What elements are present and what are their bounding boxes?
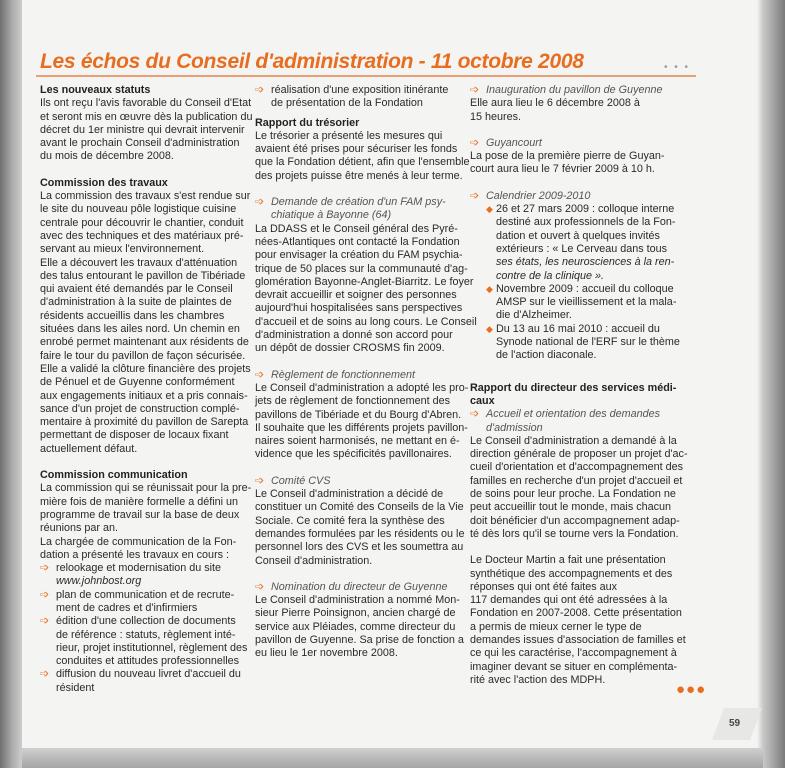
heading-commission-communication: Commission communication [40,469,188,482]
heading-nouveaux-statuts: Les nouveaux statuts [40,84,151,96]
text-line: Inauguration du pavillon de Guyenne [486,84,663,96]
diamond-bullet-icon: ◆ [486,283,493,294]
text-line: service aux Pléiades, comme directeur du [255,620,456,633]
arrow-icon: ➩ [40,668,50,681]
arrow-icon: ➩ [470,136,480,149]
text-line: La pose de la première pierre de Guyan- [470,150,665,163]
text-line: Synode national de l'ERF sur le thème [496,336,680,349]
text-line: d'administration à la suite de plaintes de [40,296,232,309]
footer-dots: ●●● [676,681,707,698]
text-line: des projets puisse être menés à leur terme. [255,169,463,182]
page-number: 59 [729,718,741,729]
subheading-calendrier [470,190,666,203]
text-line: AMSP sur le vieillissement et la mala- [496,296,677,309]
text-line: pavillon de Guyenne. Sa prise de fonction a [255,633,464,646]
text-line: synthétique des accompagnements et des [470,567,673,580]
text-line: servant au mieux l'environnement. [40,243,205,256]
text-line: ce qui les caractérise, l'accompagnement à [470,647,677,660]
text-line: Le Conseil d'administration a nommé Mon- [255,594,460,607]
text-line: extérieurs : « Le Cerveau dans tous [496,242,668,255]
text-line: édition d'une collection de documents [56,615,236,628]
text-line: trique de 50 places sur la communauté d'ag- [255,262,468,275]
text-line: ment de cadres et d'infirmiers [56,601,198,614]
text-line: Le Conseil d'administration a adopté les pro- [255,381,469,394]
text-line: un dépôt de dossier CROSMS fin 2009. [255,342,445,355]
text-line: vidence que les spécificités pavillonaires. [255,448,452,461]
list-item [40,668,240,695]
subheading-accueil [470,408,666,435]
text-line: familles en recherche d'un projet d'accueil et [470,474,683,487]
text-line: rieur, projet institutionnel, règlement des [56,641,248,654]
text-line: résident [56,681,95,694]
list-item [255,84,453,111]
text-line: La commission des travaux s'est rendue sur [40,190,251,203]
text-line: relookage et modernisation du site [56,562,222,575]
page-title: Les échos du Conseil d'administration - 11 octobre 2008 [40,50,584,73]
paragraph-docteur-martin [470,554,686,687]
text-line: caux [470,394,495,407]
text-line: doit bénéficier d'un accompagnement adap- [470,514,680,527]
paragraph-guyancourt [470,150,666,177]
text-line: qui avaient été demandés par le Conseil [40,283,233,296]
text-line: centrale pour découvrir le chantier, conduit [40,216,244,229]
text-line: court aura lieu le 7 février 2009 à 10 h. [470,163,655,176]
text-line: réponses qui ont été faites aux [470,580,618,593]
list-item [470,282,677,323]
arrow-icon: ➩ [40,588,50,601]
text-line: glomération Bayonne-Anglet-Biarritz. Le foyer [255,275,474,288]
column-3 [470,84,688,687]
arrow-icon: ➩ [255,474,265,487]
heading-commission-travaux: Commission des travaux [40,176,168,189]
text-line: d'accueil et de soins au long cours. Le Conseil [255,315,477,328]
subheading-comite-cvs [255,475,453,488]
subheading-reglement [255,369,453,382]
text-line: demandes issues d'association de familles et [470,633,686,646]
text-line: demandes formulées par les résidents ou le [255,527,465,540]
arrow-icon: ➩ [255,84,265,96]
list-item [40,615,248,668]
subheading-inauguration [470,84,666,97]
text-line: Elle aura lieu le 6 décembre 2008 à [470,97,640,110]
text-line: avec des techniques et des matériaux pré- [40,229,244,242]
text-line: constituer un Comité des Conseils de la Vie [255,501,464,514]
text-line: devrait accueillir et soigner des personnes [255,289,457,302]
text-line: Rapport du directeur des services médi- [470,381,677,394]
arrow-icon: ➩ [470,84,480,96]
column-2 [255,84,477,661]
text-line: d'administration a donné son accord pour [255,329,453,342]
text-line: Ils ont reçu l'avis favorable du Conseil d'Etat [40,97,252,110]
text-line: Comité CVS [271,474,331,487]
text-line: permettant de disposer de locaux fixant [40,429,229,442]
text-line: La DDASS et le Conseil général des Pyré- [255,222,458,235]
text-line: Règlement de fonctionnement [271,368,416,381]
paragraph-travaux [40,190,251,456]
text-line: peut accueillir tout le monde, mais chacun [470,501,672,514]
title-underline [36,75,696,77]
text-line: que la Fondation détient, afin que l'ensemble [255,156,470,169]
arrow-icon: ➩ [255,196,265,209]
text-line: a permis de mieux cerner le type de [470,620,642,633]
arrow-icon: ➩ [40,615,50,628]
text-line: Le Conseil d'administration a décidé de [255,488,444,501]
arrow-icon: ➩ [255,580,265,593]
page-bottom-edge [22,748,763,768]
text-line: Il souhaite que les différents projets pavillon- [255,421,468,434]
arrow-icon: ➩ [470,189,480,202]
text-line: té dès lors qu'il se tourne vers la Fondation. [470,527,679,540]
text-line: dation a présenté les travaux en cours : [40,548,230,561]
text-line: des talus entourant le pavillon de Tibériade [40,269,246,282]
list-item [470,203,676,283]
text-line: La commission qui se réunissait pour la pre- [40,482,252,495]
text-line: naires soient harmonisés, ne mettant en é- [255,435,460,448]
diamond-bullet-icon: ◆ [486,204,493,215]
text-line: chiatique à Bayonne (64) [271,209,392,222]
text-line: situées dans les ailes nord. Un chemin en [40,323,240,336]
arrow-icon: ➩ [470,408,480,421]
text-line: plan de communication et de recrute- [56,588,235,601]
text-line: Guyancourt [486,136,542,149]
paragraph-comite-cvs [255,488,465,568]
text-line: diffusion du nouveau livret d'accueil du [56,668,241,681]
text-line: Fondation en 2007-2008. Cette présentation [470,607,682,620]
list-item [40,562,240,589]
heading-rapport-tresorier: Rapport du trésorier [255,116,360,129]
paragraph-reglement [255,381,469,462]
subheading-nomination [255,581,453,594]
text-line: Elle a découvert les travaux d'atténuation [40,256,238,269]
text-line: réunions par an. [40,522,119,535]
text-line: de référence : statuts, règlement inté- [56,628,236,641]
paragraph-accueil [470,434,688,541]
text-line: direction générale de proposer un projet d'ac- [470,448,688,461]
text-line: nées-Atlantiques ont contacté la Fondation [255,235,460,248]
arrow-icon: ➩ [40,562,50,575]
text-line: pour envisager la création du FAM psychia- [255,249,463,262]
text-line: Accueil et orientation des demandes [486,408,661,421]
text-line: die d'Alzheimer. [496,309,572,322]
heading-rapport-directeur [470,381,677,409]
column-1 [40,84,253,695]
text-line: Conseil d'administration. [255,554,373,567]
website-link[interactable]: www.johnbost.org [56,575,142,588]
text-line: le site du nouveau pôle logistique cuisine [40,203,237,216]
paragraph-statuts [40,97,253,163]
list-item [40,589,240,616]
text-line: de soins pour leur proche. La Fondation ne [470,488,676,501]
text-line: mière fois de manière formelle a défini un [40,495,239,508]
text-line: mentaire à proximité du pavillon de Sarepta [40,416,249,429]
text-line: Novembre 2009 : accueil du colloque [496,282,674,295]
text-line: Elle a validé la clôture financière des projets [40,362,251,375]
text-line: ses états, les neurosciences à la ren- [496,256,675,269]
text-line: aux engagements initiaux et a pris connais- [40,389,248,402]
text-line: Demande de création d'un FAM psy- [271,196,446,209]
text-line: faire le tour du pavillon de façon sécurisée. [40,349,246,362]
page-edge [763,0,785,768]
text-line: cueil d'orientation et d'accompagnement des [470,461,683,474]
text-line: décret du 1er ministre qui devrait intervenir [40,123,245,136]
text-line: actuellement défaut. [40,442,138,455]
text-line: jets de règlement de fonctionnement des [255,395,451,408]
text-line: personnel lors des CVS et les soumettra au [255,541,464,554]
text-line: d'admission [486,421,543,434]
text-line: sance d'un projet de construction complé- [40,402,240,415]
text-line: avaient été prises pour sécuriser les fonds [255,143,458,156]
list-item [470,322,680,363]
text-line: 15 heures. [470,110,522,123]
text-line: 26 et 27 mars 2009 : colloque interne [496,203,675,216]
text-line: rité avec l'action des MDPH. [470,673,606,686]
text-line: résidents accueillis dans les chambres [40,309,225,322]
text-line: dation et ouvert à quelques invités [496,229,660,242]
subheading-fam [255,196,453,223]
text-line: avant le prochain Conseil d'administration [40,137,240,150]
text-line: Le trésorier a présenté les mesures qui [255,129,443,142]
text-line: Du 13 au 16 mai 2010 : accueil du [496,322,660,335]
paragraph-fam [255,222,477,356]
text-line: de l'action diaconale. [496,349,597,362]
text-line: Calendrier 2009-2010 [486,189,591,202]
text-line: contre de la clinique ». [496,269,605,282]
text-line: La chargée de communication de la Fon- [40,535,237,548]
text-line: conduites et attitudes professionnelles [56,655,240,668]
text-line: sieur Pierre Poinsignon, ancien chargé de [255,607,456,620]
text-line: enrobé permet maintenant aux résidents de [40,336,249,349]
text-line: Le Conseil d'administration a demandé à la [470,434,677,447]
text-line: du mois de décembre 2008. [40,150,174,163]
paragraph-nomination [255,594,464,660]
text-line: 117 demandes qui ont été adressées à la [470,594,668,607]
text-line: Nomination du directeur de Guyenne [271,580,448,593]
text-line: programme de travail sur la base de deux [40,508,240,521]
text-line: de présentation de la Fondation [271,97,423,110]
text-line: pavillons de Tibériade et du Bourg d'Abren. [255,408,462,421]
corner-marks: • • • [664,62,691,73]
text-line: imaginer devant se situer en complémenta- [470,660,678,673]
text-line: réalisation d'une exposition itinérante [271,84,449,96]
arrow-icon: ➩ [255,368,265,381]
text-line: Le Docteur Martin a fait une présentation [470,554,666,567]
text-line: de Pénuel et de Guyenne conformément [40,376,235,389]
text-line: et seront mis en œuvre dès la publication du [40,110,253,123]
text-line: destiné aux professionnels de la Fon- [496,216,676,229]
diamond-bullet-icon: ◆ [486,323,493,334]
paragraph-inauguration [470,97,666,124]
paragraph-tresorier [255,129,470,183]
subheading-guyancourt [470,137,666,150]
paragraph-communication [40,482,252,562]
text-line: Sociale. Ce comité fera la synthèse des [255,514,445,527]
text-line: eu lieu le 1er novembre 2008. [255,647,398,660]
text-line: aujourd'hui hospitalisées sans perspectives [255,302,463,315]
